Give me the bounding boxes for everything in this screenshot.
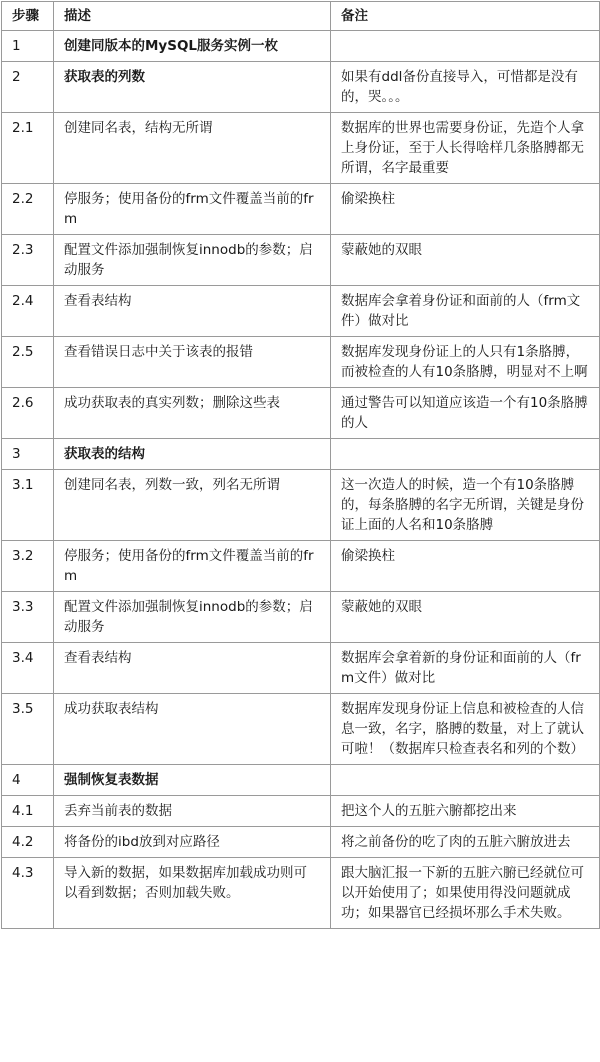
note-cell — [331, 439, 600, 470]
note-cell: 蒙蔽她的双眼 — [331, 235, 600, 286]
header-note: 备注 — [331, 2, 600, 31]
step-cell: 2.1 — [2, 113, 54, 184]
note-cell: 数据库发现身份证上的人只有1条胳膊，而被检查的人有10条胳膊，明显对不上啊 — [331, 337, 600, 388]
desc-cell: 成功获取表的真实列数；删除这些表 — [54, 388, 331, 439]
desc-cell: 停服务；使用备份的frm文件覆盖当前的frm — [54, 184, 331, 235]
desc-cell: 创建同名表，列数一致，列名无所谓 — [54, 470, 331, 541]
desc-cell: 丢弃当前表的数据 — [54, 796, 331, 827]
step-cell: 4 — [2, 765, 54, 796]
step-cell: 4.1 — [2, 796, 54, 827]
note-cell: 数据库会拿着新的身份证和面前的人（frm文件）做对比 — [331, 643, 600, 694]
table-row — [2, 827, 600, 858]
note-cell: 这一次造人的时候，造一个有10条胳膊的，每条胳膊的名字无所谓，关键是身份证上面的人名和10条胳膊 — [331, 470, 600, 541]
desc-cell: 成功获取表结构 — [54, 694, 331, 765]
table-row — [2, 286, 600, 337]
note-cell: 偷梁换柱 — [331, 541, 600, 592]
table-row — [2, 62, 600, 113]
step-cell: 2.2 — [2, 184, 54, 235]
note-cell: 把这个人的五脏六腑都挖出来 — [331, 796, 600, 827]
table-row — [2, 470, 600, 541]
header-step: 步骤 — [2, 2, 54, 31]
table-row — [2, 541, 600, 592]
step-cell: 4.2 — [2, 827, 54, 858]
table-row — [2, 643, 600, 694]
step-cell: 3.4 — [2, 643, 54, 694]
desc-cell: 创建同版本的MySQL服务实例一枚 — [54, 31, 331, 62]
step-cell: 2.3 — [2, 235, 54, 286]
step-cell: 4.3 — [2, 858, 54, 929]
desc-cell: 查看表结构 — [54, 643, 331, 694]
step-cell: 2.6 — [2, 388, 54, 439]
desc-cell: 强制恢复表数据 — [54, 765, 331, 796]
desc-cell: 将备份的ibd放到对应路径 — [54, 827, 331, 858]
table-body — [2, 31, 600, 929]
note-cell: 蒙蔽她的双眼 — [331, 592, 600, 643]
table-row — [2, 184, 600, 235]
step-cell: 2 — [2, 62, 54, 113]
desc-cell: 获取表的结构 — [54, 439, 331, 470]
table-header-row — [2, 2, 600, 31]
note-cell: 跟大脑汇报一下新的五脏六腑已经就位可以开始使用了；如果使用得没问题就成功；如果器官已经损坏那么手术失败。 — [331, 858, 600, 929]
table-row — [2, 796, 600, 827]
desc-cell: 获取表的列数 — [54, 62, 331, 113]
steps-table — [1, 1, 600, 929]
note-cell — [331, 31, 600, 62]
note-cell: 偷梁换柱 — [331, 184, 600, 235]
step-cell: 3 — [2, 439, 54, 470]
step-cell: 3.5 — [2, 694, 54, 765]
step-cell: 3.1 — [2, 470, 54, 541]
table-row — [2, 858, 600, 929]
step-cell: 2.4 — [2, 286, 54, 337]
step-cell: 3.2 — [2, 541, 54, 592]
table-row — [2, 765, 600, 796]
note-cell: 将之前备份的吃了肉的五脏六腑放进去 — [331, 827, 600, 858]
step-cell: 2.5 — [2, 337, 54, 388]
table-row — [2, 113, 600, 184]
note-cell: 如果有ddl备份直接导入，可惜都是没有的，哭。。。 — [331, 62, 600, 113]
table-row — [2, 388, 600, 439]
note-cell: 通过警告可以知道应该造一个有10条胳膊的人 — [331, 388, 600, 439]
table-row — [2, 439, 600, 470]
desc-cell: 创建同名表，结构无所谓 — [54, 113, 331, 184]
note-cell — [331, 765, 600, 796]
step-cell: 3.3 — [2, 592, 54, 643]
desc-cell: 导入新的数据，如果数据库加载成功则可以看到数据；否则加载失败。 — [54, 858, 331, 929]
note-cell: 数据库会拿着身份证和面前的人（frm文件）做对比 — [331, 286, 600, 337]
header-desc: 描述 — [54, 2, 331, 31]
step-cell: 1 — [2, 31, 54, 62]
desc-cell: 查看表结构 — [54, 286, 331, 337]
desc-cell: 配置文件添加强制恢复innodb的参数；启动服务 — [54, 592, 331, 643]
desc-cell: 查看错误日志中关于该表的报错 — [54, 337, 331, 388]
note-cell: 数据库的世界也需要身份证，先造个人拿上身份证，至于人长得啥样几条胳膊都无所谓，名字最重要 — [331, 113, 600, 184]
desc-cell: 停服务；使用备份的frm文件覆盖当前的frm — [54, 541, 331, 592]
note-cell: 数据库发现身份证上信息和被检查的人信息一致，名字，胳膊的数量，对上了就认可啦！（数据库只检查表名和列的个数） — [331, 694, 600, 765]
table-row — [2, 592, 600, 643]
table-row — [2, 235, 600, 286]
table-row — [2, 694, 600, 765]
table-row — [2, 337, 600, 388]
table-row — [2, 31, 600, 62]
desc-cell: 配置文件添加强制恢复innodb的参数；启动服务 — [54, 235, 331, 286]
